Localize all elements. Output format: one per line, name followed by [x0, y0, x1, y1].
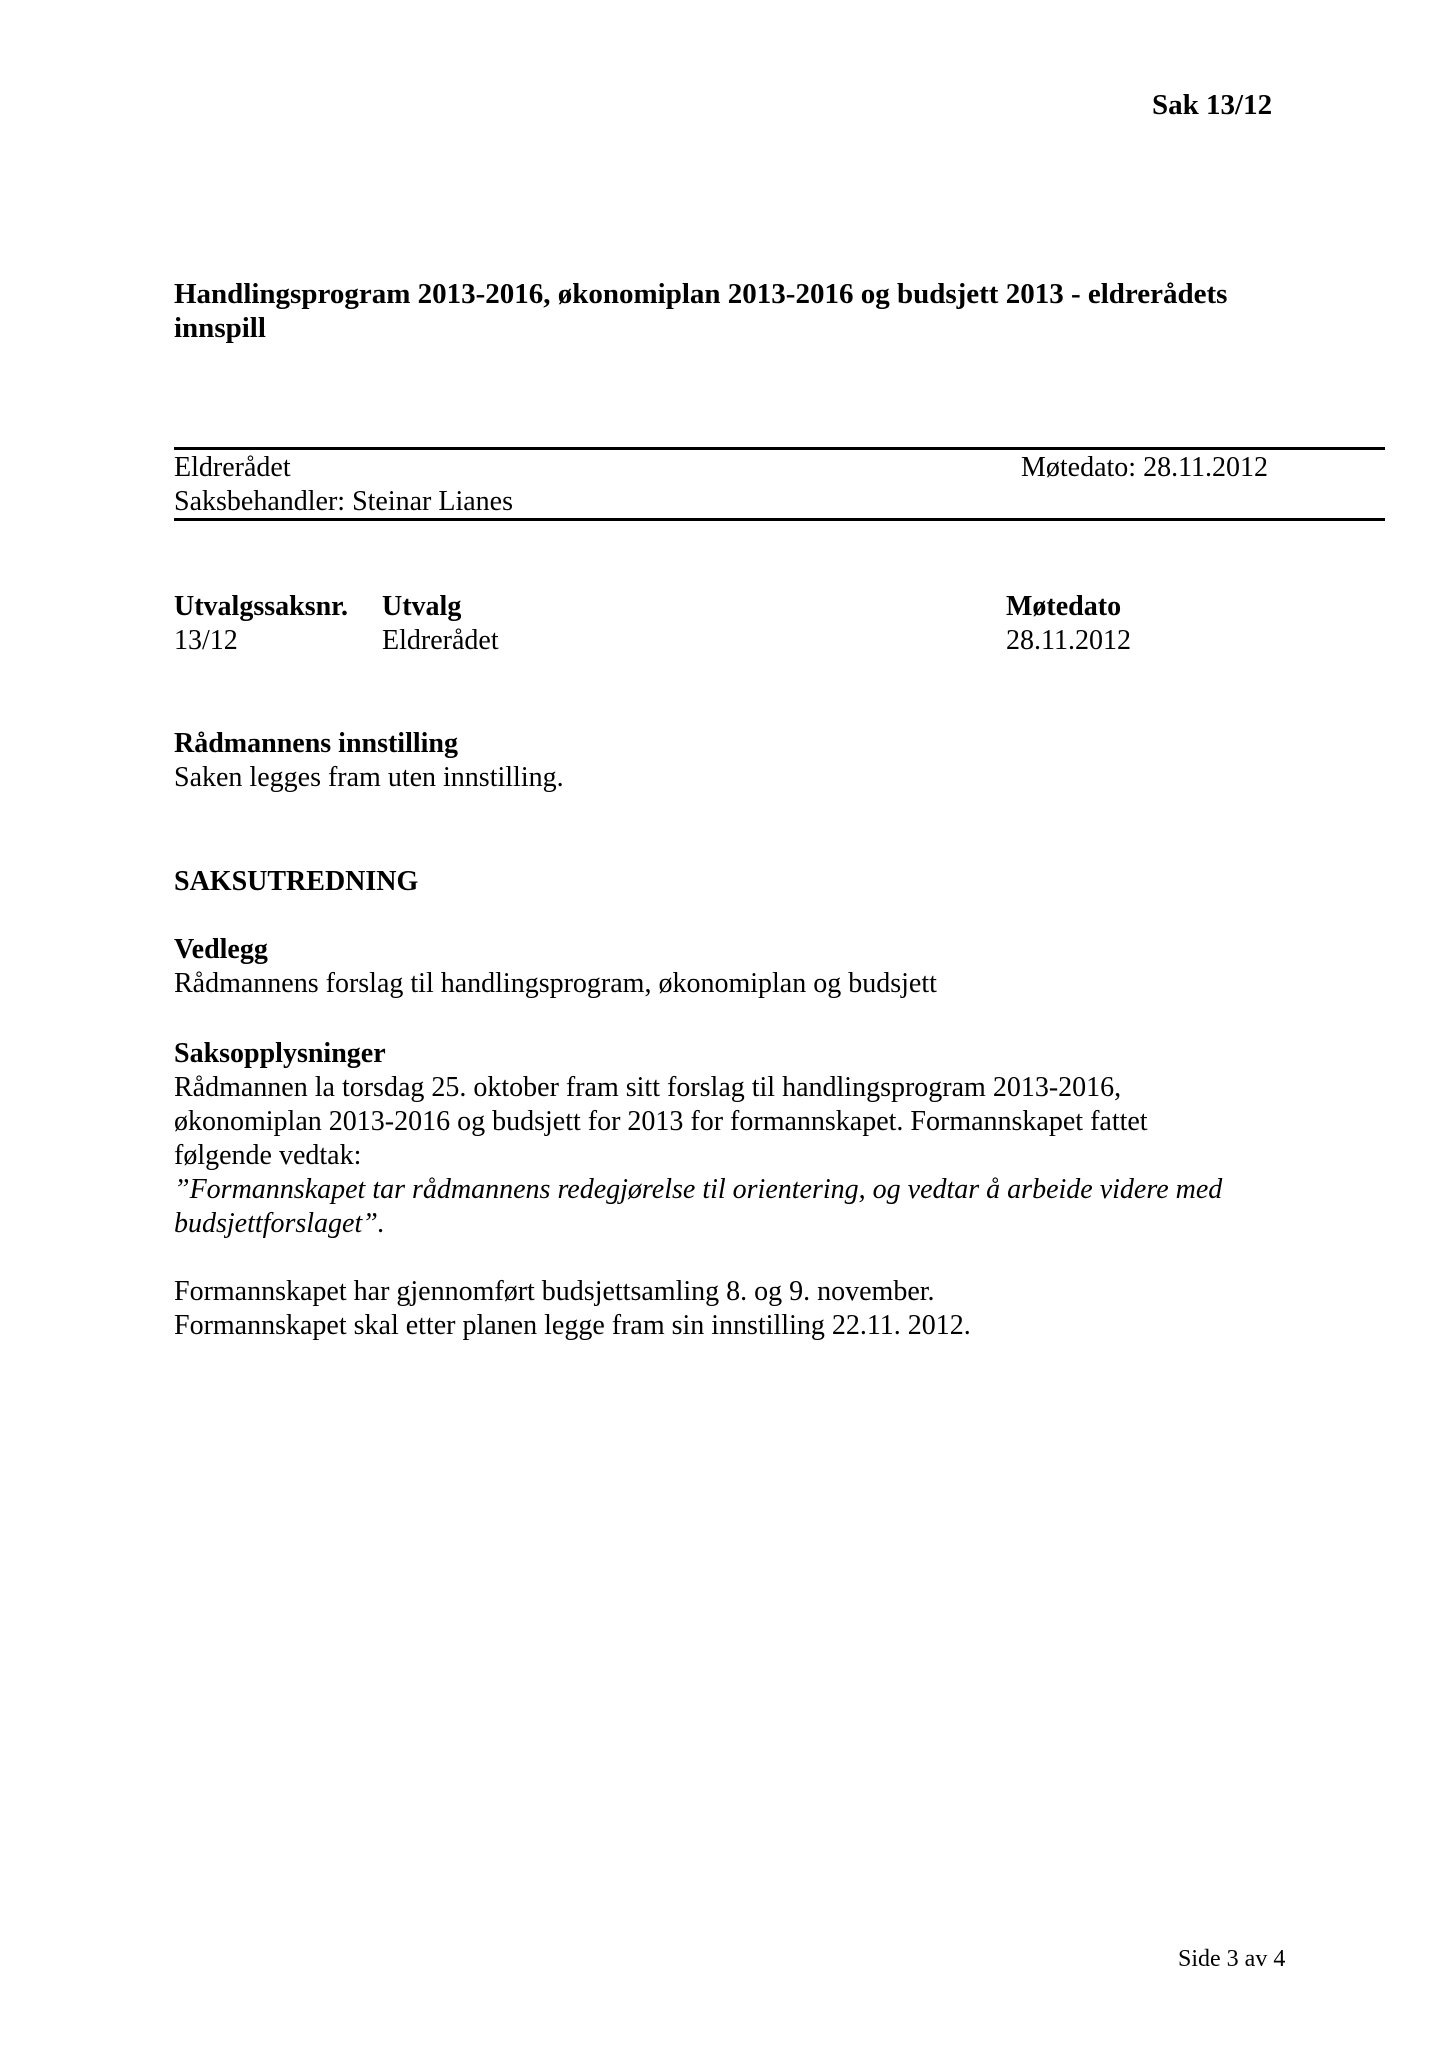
case-table-header-number: Utvalgssaksnr. — [174, 591, 349, 622]
case-table-header-date: Møtedato — [1006, 591, 1122, 622]
case-info-heading: Saksopplysninger — [174, 1038, 386, 1069]
case-table-cell-committee: Eldrerådet — [382, 625, 499, 656]
case-info-line-1: Rådmannen la torsdag 25. oktober fram sitt forslag til handlingsprogram 2013-2016, — [174, 1072, 1122, 1103]
document-title-line-1: Handlingsprogram 2013-2016, økonomiplan 2013-2016 og budsjett 2013 - eldrerådets — [174, 278, 1228, 310]
page-number: Side 3 av 4 — [1178, 1946, 1286, 1972]
case-info-quote-line-1: ”Formannskapet tar rådmannens redegjørelse til orientering, og vedtar å arbeide videre med — [174, 1174, 1223, 1205]
attachments-text: Rådmannens forslag til handlingsprogram, økonomiplan og budsjett — [174, 968, 937, 999]
bottom-rule — [174, 518, 1385, 521]
meta-body: Eldrerådet — [174, 452, 291, 483]
saksutredning-heading: SAKSUTREDNING — [174, 866, 419, 897]
case-info-quote-line-2: budsjettforslaget”. — [174, 1208, 385, 1239]
document-title-line-2: innspill — [174, 312, 266, 344]
meta-case-officer: Saksbehandler: Steinar Lianes — [174, 486, 514, 517]
case-reference: Sak 13/12 — [1152, 89, 1273, 121]
meta-meeting-date: Møtedato: 28.11.2012 — [1021, 452, 1269, 483]
case-info-line-4: Formannskapet har gjennomført budsjettsamling 8. og 9. november. — [174, 1276, 935, 1307]
case-info-line-5: Formannskapet skal etter planen legge fram sin innstilling 22.11. 2012. — [174, 1310, 971, 1341]
case-info-line-2: økonomiplan 2013-2016 og budsjett for 2013 for formannskapet. Formannskapet fattet — [174, 1106, 1148, 1137]
case-table-header-committee: Utvalg — [382, 591, 462, 622]
recommendation-heading: Rådmannens innstilling — [174, 728, 458, 759]
case-table-cell-date: 28.11.2012 — [1006, 625, 1131, 656]
top-rule — [174, 447, 1385, 450]
case-info-line-3: følgende vedtak: — [174, 1140, 362, 1171]
attachments-heading: Vedlegg — [174, 934, 268, 965]
case-table-cell-number: 13/12 — [174, 625, 238, 656]
recommendation-text: Saken legges fram uten innstilling. — [174, 762, 564, 793]
